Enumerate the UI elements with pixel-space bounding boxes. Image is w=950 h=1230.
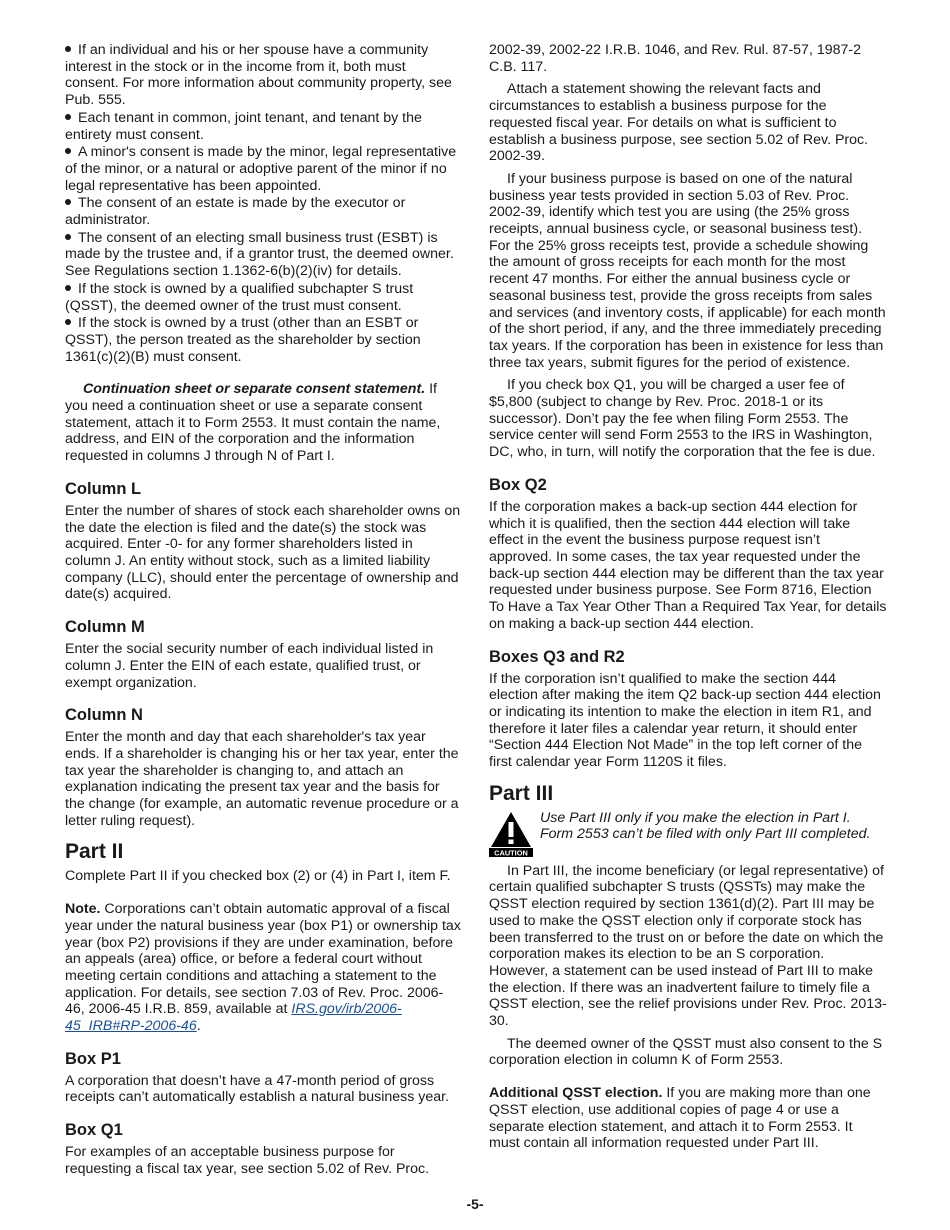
box-p1-heading: Box P1 (65, 1049, 121, 1068)
bullet-community-property: If an individual and his or her spouse have a community interest in the stock or in the income from it, both must consent. For more information about community property, see Pub. 555. (65, 42, 452, 109)
additional-qsst-paragraph: Additional QSST election. If you are making more than one QSST election, use additional copies of page 4 or use a separate election statement, and attach it to Form 2553. It must contain all information requested under Part III. (489, 1085, 871, 1152)
box-q1-heading: Box Q1 (65, 1121, 123, 1140)
left-column (65, 42, 462, 1178)
bullet-dot (65, 199, 71, 205)
box-q2-heading: Box Q2 (489, 475, 547, 494)
bullet-dot (65, 285, 71, 291)
continuation-paragraph: Continuation sheet or separate consent statement. If you need a continuation sheet or use a separate consent statement, attach it to Form 2553. It must contain the name, address, and EIN of the corporation and the information requested in columns J through N of Part I. (65, 381, 441, 465)
box-q1-text: For examples of an acceptable business purpose for requesting a fiscal tax year, see section 5.02 of Rev. Proc. (65, 1144, 430, 1177)
box-q3-r2-text: If the corporation isn’t qualified to make the section 444 election after making the item Q2 back-up section 444 election or indicating its intention to make the election in item R1, and therefore it later files a calendar year return, it should enter “Section 444 Election Not Made” in the top left corner of the first calendar year Form 1120S it files. (489, 670, 881, 771)
column-m-heading: Column M (65, 618, 145, 637)
caution-icon (489, 811, 533, 857)
bullet-dot (65, 234, 71, 240)
q1-para2: Attach a statement showing the relevant facts and circumstances to establish a business purpose for the requested fiscal year. For details on what is sufficient to establish a business purpose, see section 5.02 of Rev. Proc. 2002-39. (489, 81, 869, 165)
column-n-heading: Column N (65, 706, 143, 725)
part3-para1: In Part III, the income beneficiary (or legal representative) of certain qualified subchapter S trusts (QSSTs) may make the QSST election required by section 1361(d)(2). Part III may be used to make the QSST election only if corporate stock has been transferred to the trust on or before the date on which the corporation makes its election to be an S corporation. However, a statement can be used instead of Part III to make the election. If there was an inadvertent failure to timely file a QSST election, see the relief provisions under Rev. Proc. 2013-30. (489, 862, 887, 1030)
bullet-other-trust: If the stock is owned by a trust (other than an ESBT or QSST), the person treated as the shareholder by section 1361(c)(2)(B) must consent. (65, 315, 421, 365)
bullet-estate: The consent of an estate is made by the executor or administrator. (65, 195, 406, 229)
page-number: -5- (466, 1196, 484, 1212)
box-q3-r2-heading: Boxes Q3 and R2 (489, 647, 625, 666)
bullet-tenants: Each tenant in common, joint tenant, and tenant by the entirety must consent. (65, 109, 422, 143)
bullet-dot (65, 46, 71, 52)
part2-heading: Part II (65, 840, 124, 864)
bullet-dot (65, 114, 71, 120)
bullet-qsst: If the stock is owned by a qualified subchapter S trust (QSST), the deemed owner of the trust must consent. (65, 280, 414, 314)
irb-link[interactable]: IRS.gov/irb/2006-45_IRB#RP-2006-46 (65, 1001, 402, 1035)
column-l-text: Enter the number of shares of stock each shareholder owns on the date the election is filed and the date(s) the stock was acquired. Enter -0- for any former shareholders listed in column J. An entity without stock, such as a limited liability company (LLC), should enter the percentage of ownership and date(s) acquired. (65, 502, 461, 603)
right-column (489, 42, 887, 1152)
q1-para3: If your business purpose is based on one of the natural business year tests provided in section 5.03 of Rev. Proc. 2002-39, identify which test you are using (the 25% gross receipts, annual business cycle, or seasonal business test). For the 25% gross receipts test, provide a schedule showing the amount of gross receipts for each month for the most recent 47 months. For either the annual business cycle or seasonal business test, provide the gross receipts from sales and services (and inventory costs, if applicable) for each month of the short period, if any, and the three immediately preceding tax years. If the corporation has been in existence for less than three tax years, submit figures for the period of existence. (489, 170, 886, 371)
bullet-dot (65, 319, 71, 325)
q1-continued: 2002-39, 2002-22 I.R.B. 1046, and Rev. Rul. 87-57, 1987-2 C.B. 117. (489, 42, 862, 75)
box-p1-text: A corporation that doesn’t have a 47-month period of gross receipts can’t automatically establish a natural business year. (65, 1072, 450, 1106)
bullet-esbt: The consent of an electing small business trust (ESBT) is made by the trustee and, if a grantor trust, the deemed owner. See Regulations section 1.1362-6(b)(2)(iv) for details. (65, 229, 454, 280)
box-q2-text: If the corporation makes a back-up section 444 election for which it is qualified, then the section 444 election will take effect in the event the business purpose request isn’t approved. In some cases, the tax year requested under the back-up section 444 election may be different than the tax year requested under business purpose. See Form 8716, Election To Have a Tax Year Other Than a Required Tax Year, for details on making a back-up section 444 election. (489, 498, 887, 632)
part3-heading: Part III (489, 781, 554, 805)
column-n-text: Enter the month and day that each shareholder's tax year ends. If a shareholder is changing his or her tax year, enter the tax year the shareholder is changing to, and attach an explanation indicating the present tax year and the basis for the change (for example, an automatic revenue procedure or a letter ruling request). (65, 729, 459, 829)
column-l-heading: Column L (65, 479, 142, 498)
q1-para4: If you check box Q1, you will be charged a user fee of $5,800 (subject to change by Rev. Proc. 2018-1 or its successor). Don’t pay the fee when filing Form 2553. The service center will send Form 2553 to the IRS in Washington, DC, who, in turn, will notify the corporation that the fee is due. (489, 377, 876, 461)
part2-text: Complete Part II if you checked box (2) or (4) in Part I, item F. (65, 868, 451, 885)
caution-text: Use Part III only if you make the election in Part I. Form 2553 can’t be filed with only Part III completed. (540, 809, 871, 843)
bullet-minor: A minor's consent is made by the minor, legal representative of the minor, or a natural or adoptive parent of the minor if no legal representative has been appointed. (65, 144, 457, 194)
caution-label: CAUTION (494, 848, 528, 857)
note-paragraph: Note. Corporations can’t obtain automatic approval of a fiscal year under the natural business year (box P1) or ownership tax year (box P2) provisions if they are under examination, before an appeals (area) office, or before a federal court without meeting certain conditions and attaching a statement to the application. For details, see section 7.03 of Rev. Proc. 2006-46, 2006-45 I.R.B. 859, available at IRS.gov/irb/2006-45_IRB#RP-2006-46. (65, 901, 461, 1035)
bullet-dot (65, 148, 71, 154)
part3-para2: The deemed owner of the QSST must also consent to the S corporation election in column K of Form 2553. (489, 1035, 883, 1069)
column-m-text: Enter the social security number of each individual listed in column J. Enter the EIN of each estate, qualified trust, or exempt organization. (65, 641, 434, 691)
caution-note (489, 810, 887, 857)
